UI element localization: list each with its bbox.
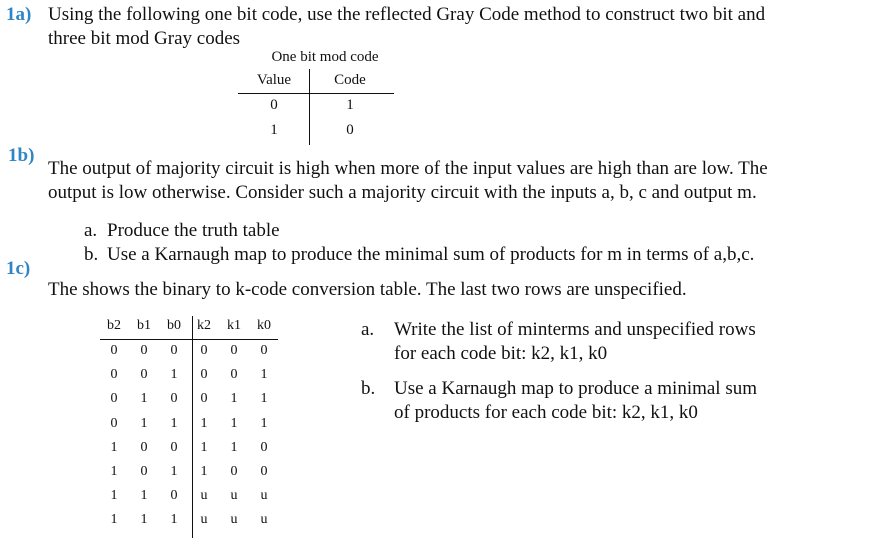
k-code-cell: 0 [140,343,148,358]
k-code-cell: 1 [200,464,208,479]
k-code-cell: 1 [110,488,118,503]
k-code-cell: 1 [260,391,268,406]
question-1c-label: 1c) [6,258,31,279]
k-code-cell: 1 [170,367,178,382]
gray-code-cell: 0 [270,97,278,113]
k-code-cell: 1 [230,391,238,406]
k-code-cell: 0 [170,440,178,455]
k-code-cell: u [260,512,268,527]
k-code-cell: 1 [140,512,148,527]
k-code-header-rule [100,339,278,340]
question-1b-item-a-text: Produce the truth table [107,220,280,241]
k-code-cell: 1 [230,440,238,455]
k-code-cell: 1 [170,464,178,479]
k-code-cell: 1 [230,416,238,431]
k-code-cell: u [200,512,208,527]
k-code-cell: 0 [200,367,208,382]
k-code-cell: 1 [110,512,118,527]
gray-code-table-title: One bit mod code [271,49,379,65]
k-code-cell: u [230,488,238,503]
k-code-cell: 1 [140,416,148,431]
k-code-cell: 1 [140,488,148,503]
k-code-cell: 1 [140,391,148,406]
k-code-cell: 0 [260,343,268,358]
k-code-cell: 0 [110,343,118,358]
gray-code-cell: 0 [346,122,354,138]
k-code-header-k0: k0 [257,318,271,333]
question-1b-label: 1b) [8,145,35,166]
k-code-cell: 1 [170,512,178,527]
question-1c-item-b-line2: of products for each code bit: k2, k1, k0 [394,402,698,423]
k-code-cell: 0 [170,488,178,503]
k-code-cell: 0 [110,367,118,382]
k-code-cell: 0 [170,391,178,406]
k-code-cell: 1 [110,440,118,455]
question-1c-item-b-line1: Use a Karnaugh map to produce a minimal sum [394,378,758,399]
k-code-cell: 0 [260,440,268,455]
k-code-cell: 1 [200,416,208,431]
k-code-cell: 1 [170,416,178,431]
question-1a-label: 1a) [6,4,32,25]
k-code-cell: 0 [260,464,268,479]
k-code-cell: 0 [200,391,208,406]
k-code-cell: 1 [260,416,268,431]
k-code-cell: 0 [230,343,238,358]
gray-code-header-rule [238,93,394,94]
k-code-cell: u [200,488,208,503]
question-1c-item-a-marker: a. [361,319,375,340]
gray-code-header-value: Value [256,72,292,88]
question-1b-item-b-marker: b. [84,244,99,265]
k-code-cell: 0 [110,391,118,406]
k-code-cell: 1 [200,440,208,455]
k-code-cell: 1 [110,464,118,479]
question-1c-item-a-line1: Write the list of minterms and unspecified rows [394,319,756,340]
question-1c-item-a-line2: for each code bit: k2, k1, k0 [394,343,608,364]
question-1a-text-line2: three bit mod Gray codes [48,28,241,49]
question-1b-text-line1: The output of majority circuit is high when more of the input values are high than are low. The [48,158,768,179]
question-1c-item-b-marker: b. [361,378,376,399]
k-code-cell: u [230,512,238,527]
gray-code-cell: 1 [270,122,278,138]
k-code-cell: 0 [170,343,178,358]
question-1b-text-line2: output is low otherwise. Consider such a majority circuit with the inputs a, b, c and output m. [48,182,757,203]
k-code-cell: 0 [140,440,148,455]
question-1c-text-line1: The shows the binary to k-code conversion table. The last two rows are unspecified. [48,279,687,300]
k-code-cell: 0 [200,343,208,358]
question-1a-text-line1: Using the following one bit code, use the reflected Gray Code method to construct two bit and [48,4,766,25]
k-code-cell: 0 [110,416,118,431]
gray-code-cell: 1 [346,97,354,113]
k-code-header-b2: b2 [107,318,121,333]
gray-code-column-rule [309,69,310,145]
k-code-header-k1: k1 [227,318,241,333]
question-1b-item-b-text: Use a Karnaugh map to produce the minimal sum of products for m in terms of a,b,c. [107,244,755,265]
question-1b-item-a-marker: a. [84,220,98,241]
k-code-header-k2: k2 [197,318,211,333]
k-code-cell: 0 [140,367,148,382]
k-code-header-b0: b0 [167,318,181,333]
gray-code-header-code: Code [334,72,366,88]
k-code-cell: u [260,488,268,503]
k-code-cell: 0 [230,367,238,382]
k-code-cell: 0 [230,464,238,479]
k-code-cell: 0 [140,464,148,479]
k-code-cell: 1 [260,367,268,382]
k-code-header-b1: b1 [137,318,151,333]
